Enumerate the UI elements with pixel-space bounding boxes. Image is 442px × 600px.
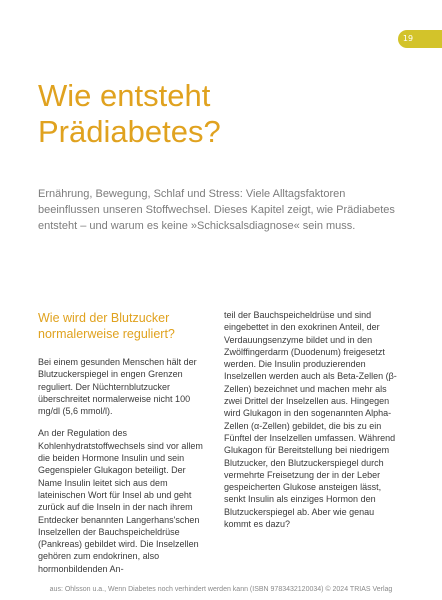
- chapter-intro: Ernährung, Bewegung, Schlaf und Stress: Viele Alltagsfaktoren beeinflussen unseren Stoffwechsel. Dieses Kapitel zeigt, wie Prädiabetes entsteht – und warum es keine »Schicksalsdiagnose« sein muss.: [38, 188, 395, 233]
- left-column: [38, 310, 209, 585]
- body-paragraph-3: teil der Bauchspeicheldrüse und sind eingebettet in den exokrinen Anteil, der Verdauungsenzyme bildet und in den Zwölffingerdarm (Duodenum) freigesetzt werden. Die Insulin produzierenden Inselzellen werden auch als Beta-Zellen (β-Zellen) bezeichnet und machen mehr als zwei Drittel der Inselzellen aus. Hingegen wird Glukagon in den sogenannten Alpha-Zellen (α-Zellen) gebildet, die bis zu ein Fünftel der Inselzellen umfassen. Während Glukagon für Bereitstellung bei niedrigem Blutzucker, den Blutzuckerspiegel durch vermehrte Freisetzung der in der Leber gespeicherten Glukose ansteigen lässt, senkt Insulin als einziges Hormon den Blutzuckerspiegel ab. Aber wie genau kommt es dazu?: [224, 310, 397, 530]
- body-paragraph-2: An der Regulation des Kohlenhydratstoffwechsels sind vor allem die beiden Hormone Insulin und sein Gegenspieler Glukagon beteiligt. Der Name Insulin leitet sich aus dem lateinischen Wort für Insel ab und geht zurück auf die Inseln in der nach ihrem Entdecker benannten Langerhans'schen Inselzellen der Bauchspeicheldrüse (Pankreas) gebildet wird. Die Inselzellen gehören zum endokrinen, also hormonbildenden An-: [38, 428, 203, 574]
- page-number-badge: [398, 30, 442, 48]
- page-number: 19: [402, 34, 414, 43]
- chapter-title-line-1: Wie entsteht: [38, 78, 211, 113]
- page-footer-source: aus: Ohlsson u.a., Wenn Diabetes noch verhindert werden kann (ISBN 9783432120034) © 2024 TRIAS Verlag: [49, 586, 393, 593]
- section-heading: Wie wird der Blutzucker normalerweise reguliert?: [38, 311, 175, 341]
- right-column: [224, 309, 399, 530]
- chapter-title-line-2: Prädiabetes?: [38, 114, 221, 149]
- chapter-title: [38, 78, 398, 150]
- body-paragraph-1: Bei einem gesunden Menschen hält der Blutzuckerspiegel in engen Grenzen reguliert. Der Nüchternblutzucker überschreitet normalerweise nicht 100 mg/dl (5,6 mmol/l).: [38, 357, 197, 417]
